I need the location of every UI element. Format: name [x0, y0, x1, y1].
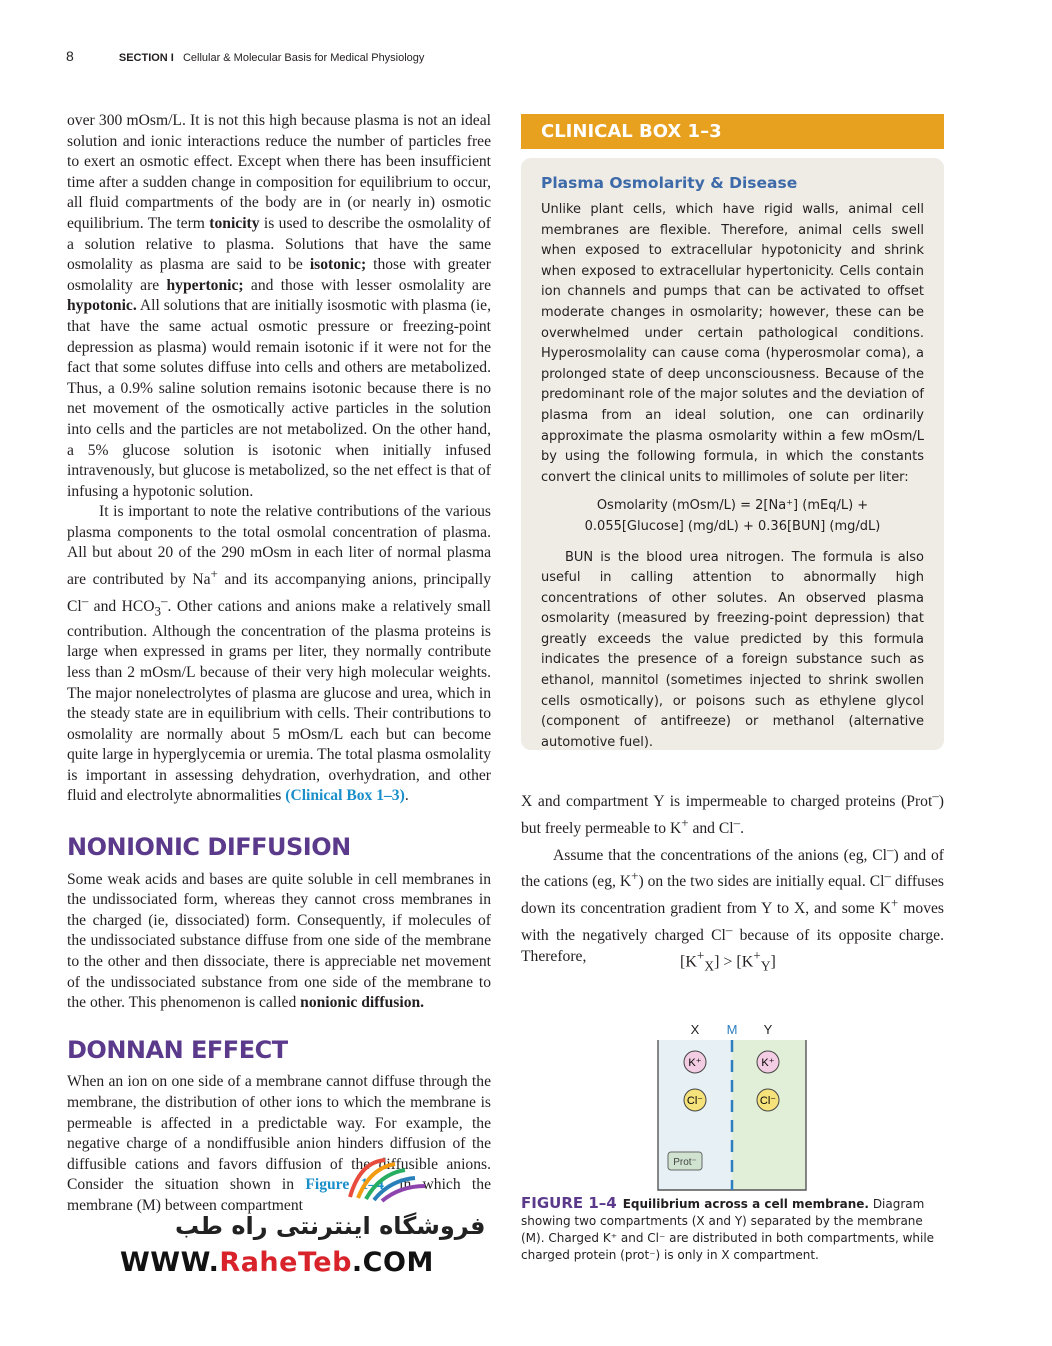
paragraph-donnan: When an ion on one side of a membrane cannot diffuse through the membrane, the distribution of other ions to which the membrane is permeable is affected in a predictable way. For example, the negative charge of a nondiffusible anion hinders diffusion of the diffusible cations and favors diffusion of the diffusible anions. Consider the situation shown in Figure 1–4, in which the membrane (M) between compartment [67, 1073, 491, 1214]
section-label: SECTION I [118, 52, 174, 64]
figure-caption [521, 1195, 944, 1264]
page-number: 8 [66, 48, 74, 64]
protein-label: Prot⁻ [673, 1157, 697, 1168]
clinical-box [521, 158, 944, 750]
term-tonicity: tonicity [209, 214, 260, 232]
cl-label-y: Cl⁻ [759, 1095, 777, 1107]
equilibrium-equation: $[K^+_X] > [K^+_Y]$ [680, 948, 776, 974]
clinical-box-title: Plasma Osmolarity & Disease [541, 174, 798, 192]
clinical-box-link[interactable]: (Clinical Box 1–3) [285, 787, 405, 805]
watermark-persian: فروشگاه اینترنتی راه طب [175, 1212, 486, 1240]
figure-link[interactable]: Figure 1–4 [305, 1176, 384, 1194]
paragraph-compartment: X and compartment Y is impermeable to charged proteins (Prot–) but freely permeable to K+ and Cl–. [521, 788, 944, 837]
label-m: M [726, 1022, 738, 1037]
figure-caption-text: Diagram showing two compartments (X and Y) separated by the membrane (M). Charged K⁺ and Cl⁻ are distributed in both compartments, while charged protein (prot⁻) is only in X compartment. [521, 1197, 935, 1262]
heading-nonionic-diffusion: NONIONIC DIFFUSION [67, 833, 351, 862]
k-label-x: K⁺ [688, 1057, 702, 1069]
term-isotonic: isotonic; [309, 256, 367, 274]
paragraph-plasma-components: It is important to note the relative contributions of the various plasma components to the total osmolal concentration of plasma. All but about 20 of the 290 mOsm in each liter of normal plasma are contributed by Na+ and its accompanying anions, principally Cl– and $HCO_3^-$. Other cations and anions make a relatively small contribution. Although the concentration of the plasma proteins is large when expressed in grams per liter, they normally contribute less than 2 mOsm/L because of their very high molecular weights. The major nonelectrolytes of plasma are glucose and urea, which in the steady state are in equilibrium with cells. Their contributions to osmolality are normally about 5 mOsm/L each but can become quite large in hyperglycemia or uremia. The total plasma osmolality is important in assessing dehydration, overhydration, and other fluid and electrolyte abnormalities (Clinical Box 1–3). [67, 503, 491, 805]
left-column [67, 111, 491, 1217]
paragraph-tonicity: over 300 mOsm/L. It is not this high because plasma is not an ideal solution and ionic interactions reduce the number of particles free to exert an osmotic effect. Except when there has been insufficient time after a sudden change in composition for equilibrium to occur, all fluid compartments of the body are in (or nearly in) osmotic equilibrium. The term tonicity is used to describe the osmolality of a solution relative to plasma. Solutions that have the same osmolality as plasma are said to be isotonic; those with greater osmolality are hypertonic; and those with lesser osmolality are hypotonic. All solutions that are initially isosmotic with plasma (ie, that have the same actual osmotic pressure or freezing-point depression as plasma) would remain isotonic if it were not for the fact that some solutes diffuse into cells and others are metabolized. Thus, a 0.9% saline solution remains isotonic because there is no net movement of the osmotically active particles in the solution into cells and the particles are not metabolized. On the other hand, a 5% glucose solution is isotonic when initially infused intravenously, but glucose is metabolized, so the net effect is that of infusing a hypotonic solution. [67, 112, 491, 500]
osmolarity-formula: Osmolarity (mOsm/L) = 2[Na⁺] (mEq/L) + 0.055[Glucose] (mg/dL) + 0.36[BUN] (mg/dL) [584, 498, 881, 534]
clinical-box-paragraph: Unlike plant cells, which have rigid walls, animal cell membranes are flexible. Therefore, animal cells swell when exposed to extracellular hypotonicity and shrink when exposed to extracellular hypertonicity. Cells contain ion channels and pumps that can be activated to offset moderate changes in osmolarity; however, these can be overwhelmed under certain pathological conditions. Hyperosmolality can cause coma (hyperosmolar coma), a prolonged state of deep unconsciousness. Because of the predominant role of the major solutes and the deviation of plasma from an ideal solution, one can ordinarily approximate the plasma osmolarity within a few mOsm/L by using the following formula, in which the constants convert the clinical units to millimoles of solute per liter: [541, 202, 924, 485]
figure-title: Equilibrium across a cell membrane. [622, 1197, 869, 1211]
paragraph-nonionic: Some weak acids and bases are quite soluble in cell membranes in the undissociated form, whereas they cannot cross membranes in the charged (ie, dissociated) form. Consequently, if molecules of the undissociated substance diffuse from one side of the membrane to the other and then dissociate, there is appreciable net movement of the undissociated substance from one side of the membrane to the other. This phenomenon is called nonionic diffusion. [67, 870, 491, 1012]
clinical-box-label: CLINICAL BOX 1–3 [521, 114, 944, 149]
term-nonionic-diffusion: nonionic diffusion. [300, 994, 425, 1012]
watermark-logo-icon [340, 1152, 450, 1207]
section-title: Cellular & Molecular Basis for Medical Physiology [182, 52, 425, 64]
clinical-box-paragraph-bun: BUN is the blood urea nitrogen. The formula is also useful in calling attention to abnormally high concentrations of other solutes. An observed plasma osmolarity (measured by freezing-point depression) that greatly exceeds the value predicted by this formula indicates the presence of a foreign substance such as ethanol, mannitol (sometimes injected to shrink swollen cells osmotically), or poisons such as ethylene glycol (component of antifreeze) or methanol (alternative automotive fuel). [541, 549, 924, 750]
figure-number: FIGURE 1–4 [521, 1194, 617, 1212]
term-hypertonic: hypertonic; [166, 276, 244, 294]
watermark-url: WWW.RaheTeb.COM [120, 1247, 434, 1278]
running-header [66, 48, 424, 64]
paragraph-assume: Assume that the concentrations of the anions (eg, Cl–) and of the cations (eg, K+) on the two sides are initially equal. Cl– diffuses down its concentration gradient from Y to X, and some K+ moves with the negatively charged Cl– because of its opposite charge. Therefore, [521, 841, 944, 965]
cl-label-x: Cl⁻ [686, 1095, 704, 1107]
k-label-y: K⁺ [761, 1057, 775, 1069]
label-y: Y [763, 1022, 773, 1037]
membrane-diagram [640, 1018, 820, 1193]
label-x: X [690, 1022, 700, 1037]
right-column [521, 786, 944, 967]
term-hypotonic: hypotonic. [67, 297, 137, 315]
heading-donnan-effect: DONNAN EFFECT [67, 1035, 288, 1064]
